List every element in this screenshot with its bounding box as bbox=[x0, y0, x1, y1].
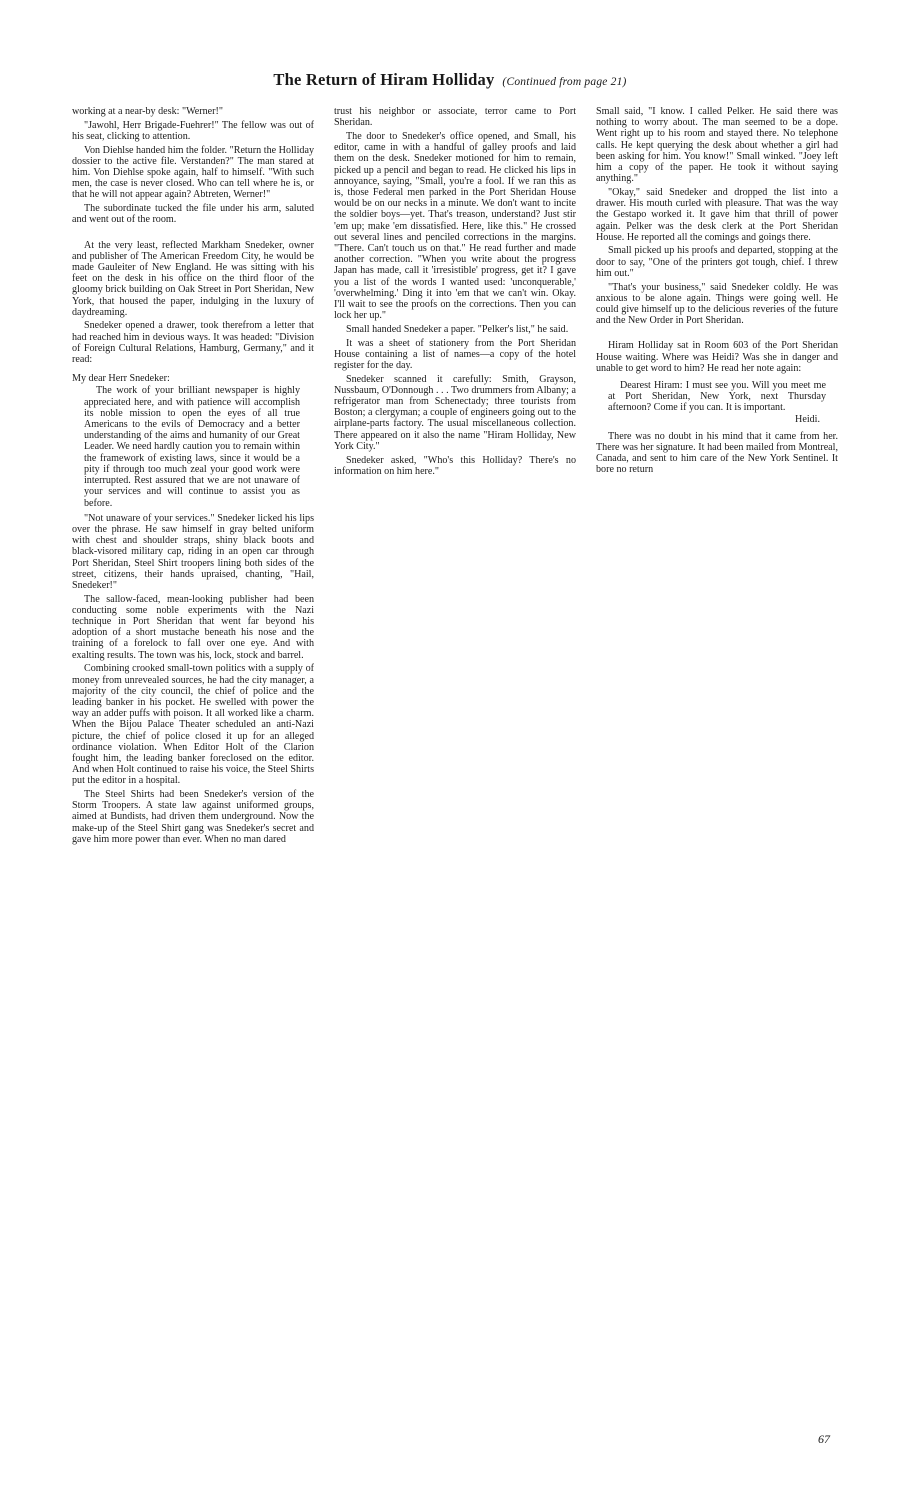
paragraph: Small said, "I know. I called Pelker. He said there was nothing to worry about. The man seemed to be a dope. Went right up to his room and stayed there. No telephone calls. He kept querying the desk about whether a girl had been asking for him. You know!" Small winked. "Joey left him a copy of the paper. He took it without saying anything." bbox=[596, 106, 838, 185]
column-2 bbox=[334, 106, 576, 480]
letter-body: The work of your brilliant newspaper is highly appreciated here, and with patience will accomplish its noble mission to open the eyes of all true Americans to the evils of Democracy and a better understanding of the aims and humanity of our Great Leader. We need hardly caution you to remain within the framework of existing laws, since it would be a pity if through too much zeal your good work were interrupted. Rest assured that we are not unaware of your services and will continue to assist you as before. bbox=[84, 385, 300, 509]
continued-note: (Continued from page 21) bbox=[502, 76, 627, 88]
paragraph: Small picked up his proofs and departed, stopping at the door to say, "One of the printers got tough, chief. I threw him out." bbox=[596, 245, 838, 279]
note-body: Dearest Hiram: I must see you. Will you meet me at Port Sheridan, New York, next Thursday afternoon? Come if you can. It is important. bbox=[608, 379, 826, 414]
paragraph: working at a near-by desk: "Werner!" bbox=[72, 106, 224, 117]
letter-salutation: My dear Herr Snedeker: bbox=[72, 373, 170, 385]
paragraph: Snedeker asked, "Who's this Holliday? There's no information on him here." bbox=[334, 454, 576, 477]
paragraph: "That's your business," said Snedeker coldly. He was anxious to be alone again. Things were going well. He could give himself up to the delicious reveries of the future and the New Order in Port Sheridan. bbox=[596, 281, 838, 327]
paragraph: There was no doubt in his mind that it came from her. There was her signature. It had been mailed from Montreal, Canada, and sent to him care of the New York Sentinel. It bore no return bbox=[596, 430, 838, 476]
paragraph: The Steel Shirts had been Snedeker's version of the Storm Troopers. A state law against uniformed groups, aimed at Bundists, had driven them underground. Now the make-up of the Steel Shirt gang was Snedeker's secret and gave him more power than ever. When no man dared bbox=[72, 789, 314, 845]
page-title bbox=[0, 70, 900, 90]
paragraph: Combining crooked small-town politics with a supply of money from unrevealed sources, he had the city manager, a majority of the city council, the chief of police and the leading banker in his pocket. He swelled with power the way an adder puffs with poison. It all worked like a charm. When the Bijou Palace Theater scheduled an anti-Nazi picture, the chief of police closed it up for an alleged ordinance violation. When Editor Holt of the Clarion fought him, the leading banker foreclosed on the editor. And when Holt continued to raise his voice, the Steel Shirts put the editor in a hospital. bbox=[72, 663, 314, 787]
paragraph: It was a sheet of stationery from the Port Sheridan House containing a list of names—a copy of the hotel register for the day. bbox=[334, 337, 576, 371]
paragraph: Small handed Snedeker a paper. "Pelker's list," he said. bbox=[346, 323, 569, 335]
column-3 bbox=[596, 106, 838, 478]
paragraph: "Jawohl, Herr Brigade-Fuehrer!" The fellow was out of his seat, clicking to attention. bbox=[72, 119, 314, 142]
column-1 bbox=[72, 106, 314, 848]
paragraph: trust his neighbor or associate, terror came to Port Sheridan. bbox=[334, 106, 576, 129]
paragraph: The door to Snedeker's office opened, and Small, his editor, came in with a handful of galley proofs and laid them on the desk. Snedeker motioned for him to remain, picked up a pencil and began to read. He clicked his lips in annoyance, saying, "Small, you're a fool. If we ran this as is, those Federal men parked in the Port Sheridan House would be on our necks in a minute. We don't want to incite the soldier boys—yet. That's treason, understand? Just stir 'em up; make 'em dissatisfied. Here, like this." He crossed out several lines and penciled corrections in the margins. "There. Can't touch us on that." He read further and made another correction. "When you write about the progress Japan has made, call it 'irresistible' progress, get it? I gave you a list of the words I wanted used: 'unconquerable,' 'overwhelming.' Ding it into 'em that we can't win. Okay. I'll wait to see the proofs on the corrections. Then you can lock her up." bbox=[334, 130, 576, 322]
paragraph: Snedeker opened a drawer, took therefrom a letter that had reached him in devious ways. It was headed: "Division of Foreign Cultural Relations, Hamburg, Germany," and it read: bbox=[72, 320, 314, 366]
paragraph: The sallow-faced, mean-looking publisher had been conducting some noble experiments with the Nazi technique in Port Sheridan that went far beyond his adoption of a short mustache beneath his nose and the training of a forelock to fall over one eye. And with exalting results. The town was his, lock, stock and barrel. bbox=[72, 593, 314, 661]
paragraph: Hiram Holliday sat in Room 603 of the Port Sheridan House waiting. Where was Heidi? Was she in danger and unable to get word to him? He read her note again: bbox=[596, 340, 838, 374]
article-title: The Return of Hiram Holliday bbox=[273, 70, 495, 89]
paragraph: The subordinate tucked the file under his arm, saluted and went out of the room. bbox=[72, 203, 314, 226]
paragraph: Snedeker scanned it carefully: Smith, Grayson, Nussbaum, O'Donnough . . . Two drummers from Albany; a refrigerator man from Schenectady; three tourists from Boston; a clergyman; a couple of engineers going out to the airplane-parts factory. The usual miscellaneous collection. There appeared on it also the name "Hiram Holliday, New York City." bbox=[334, 373, 576, 452]
paragraph: "Not unaware of your services." Snedeker licked his lips over the phrase. He saw himself in gray belted uniform with chest and shoulder straps, shiny black boots and black-visored military cap, riding in an open car through Port Sheridan, Steel Shirt troopers lining both sides of the street, citizens, their hands upraised, chanting, "Hail, Snedeker!" bbox=[72, 512, 314, 591]
note-signature: Heidi. bbox=[795, 413, 820, 425]
paragraph: At the very least, reflected Markham Snedeker, owner and publisher of The American Freedom City, he would be made Gauleiter of New England. He was sitting with his feet on the desk in his office on the third floor of the gloomy brick building on Oak Street in Port Sheridan, New York, that housed the paper, indulging in the luxury of daydreaming. bbox=[72, 239, 314, 318]
paragraph: "Okay," said Snedeker and dropped the list into a drawer. His mouth curled with pleasure. That was the way the Gestapo worked it. It gave him that thrill of power again. Pelker was the desk clerk at the Port Sheridan House. He reported all the comings and goings there. bbox=[596, 186, 838, 243]
page-number: 67 bbox=[818, 1432, 830, 1446]
paragraph: Von Diehlse handed him the folder. "Return the Holliday dossier to the active file. Verstanden?" The man stared at him. Von Diehlse spoke again, half to himself. "With such men, the case is never closed. Who can tell where he is, or that he will not appear again? Abtreten, Werner!" bbox=[72, 144, 314, 201]
